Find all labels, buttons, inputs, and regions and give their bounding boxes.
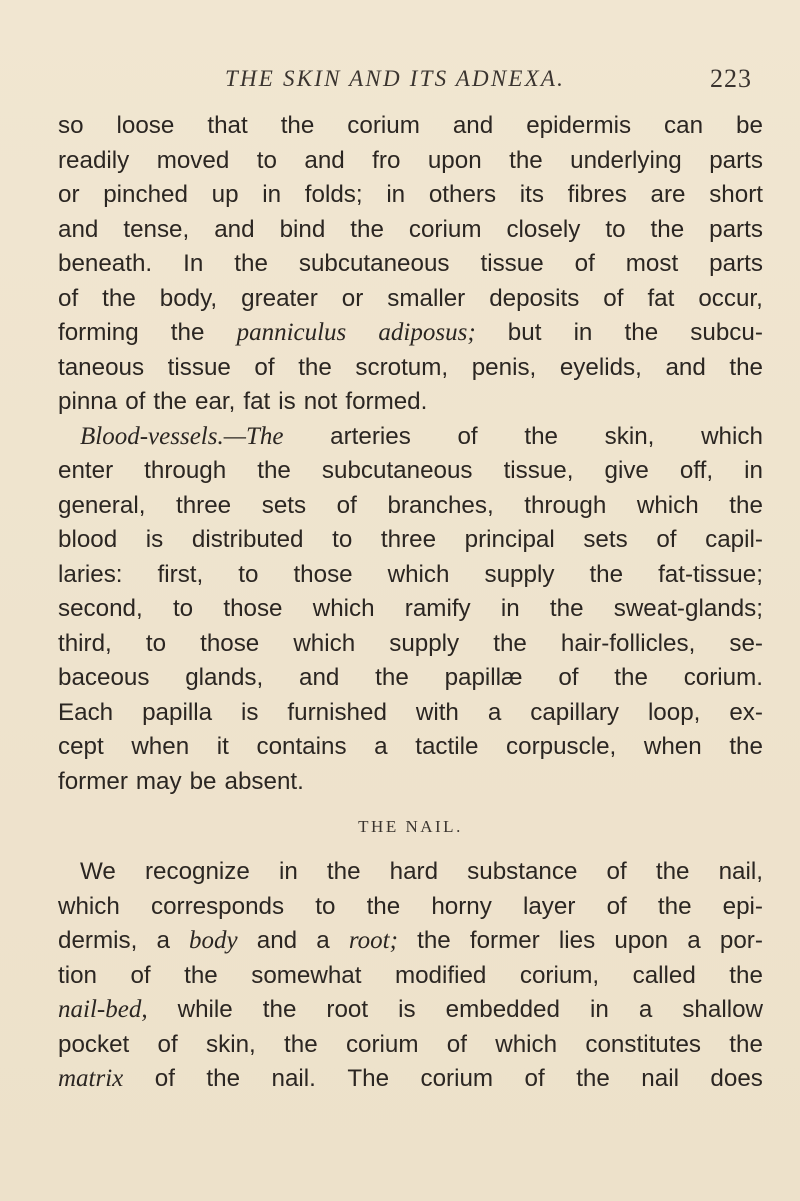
word: horny (431, 892, 492, 920)
word: the (729, 961, 763, 989)
word: or (58, 181, 80, 208)
word: fro (372, 146, 401, 174)
word: pinched (103, 181, 188, 208)
word: sweat-glands; (613, 595, 763, 622)
word: corium, (519, 961, 600, 989)
word: corium (347, 112, 420, 139)
text-line (58, 1062, 763, 1097)
word: upon (614, 927, 669, 954)
word: furnished (287, 698, 387, 726)
word: pocket (58, 1030, 130, 1058)
word: the (257, 457, 291, 484)
word: others (428, 181, 497, 208)
word: which (312, 595, 375, 622)
word: panniculus (236, 319, 347, 346)
word: the (350, 215, 384, 243)
word: to (145, 629, 167, 657)
word: not (303, 388, 338, 415)
word: tissue (167, 353, 231, 381)
word: body (189, 927, 238, 954)
word: a (487, 698, 502, 726)
word: The (347, 1065, 390, 1092)
word: shallow (682, 996, 763, 1023)
word: of (157, 1030, 178, 1058)
text-line (58, 489, 763, 524)
word: tactile (415, 733, 479, 760)
word: with (415, 698, 459, 726)
word: corium. (683, 664, 763, 691)
word: in (500, 595, 520, 622)
word: corium (408, 215, 482, 243)
word: layer (522, 892, 576, 920)
word: epi- (722, 892, 763, 920)
word: when (131, 733, 190, 760)
word: subcutaneous (298, 250, 450, 277)
word: bind (279, 215, 326, 243)
word: can (664, 112, 704, 139)
word: third, (58, 629, 112, 657)
text-line (58, 385, 763, 420)
word: up (211, 181, 239, 208)
word: off, (679, 457, 714, 484)
word: and (452, 112, 494, 139)
word: of (130, 961, 151, 989)
word: upon (427, 146, 482, 174)
word: nail, (718, 858, 763, 885)
word: and (256, 927, 298, 954)
word: substance (467, 858, 578, 885)
word: of (558, 664, 579, 691)
word: of (446, 1030, 467, 1058)
text-line (58, 730, 763, 765)
text-line (58, 109, 763, 144)
word: through (144, 457, 227, 484)
word: We (80, 858, 116, 885)
text-line (58, 282, 763, 317)
word: glands, (185, 664, 264, 691)
word: readily (58, 146, 130, 174)
word: the (206, 1065, 241, 1092)
word: underlying (570, 146, 682, 174)
word: is (278, 388, 296, 415)
word: por- (719, 927, 763, 954)
word: somewhat (251, 961, 362, 989)
word: to (315, 892, 336, 920)
word: three (380, 526, 437, 553)
word: of (58, 284, 79, 312)
word: the (280, 112, 315, 139)
word: dermis, (58, 927, 138, 954)
word: most (625, 250, 679, 277)
word: distributed (191, 526, 304, 553)
word: in (262, 181, 282, 208)
word: is (145, 526, 164, 553)
word: to (238, 560, 259, 588)
word: in (744, 457, 763, 484)
word: short (709, 181, 763, 208)
word: the (657, 892, 692, 920)
word: while (177, 996, 233, 1023)
word: that (207, 112, 248, 139)
word: baceous (58, 664, 150, 691)
word: the (262, 996, 297, 1023)
word: taneous (58, 353, 145, 381)
word: the (650, 215, 685, 243)
word: body, (159, 284, 218, 312)
word: beneath. (58, 250, 153, 277)
word: contains (256, 733, 347, 760)
word: may (135, 767, 182, 795)
word: loose (116, 112, 175, 139)
page-header (0, 60, 800, 100)
word: fat-tissue; (658, 560, 763, 588)
word: epidermis (526, 112, 632, 139)
word: so (58, 112, 84, 139)
word: but (507, 319, 542, 346)
word: its (519, 181, 544, 208)
word: subcu- (690, 319, 763, 346)
text-line (58, 420, 763, 455)
page-number: 223 (710, 64, 752, 93)
word: in (386, 181, 406, 208)
word: of (574, 250, 595, 277)
word: the (153, 388, 187, 415)
word: does (710, 1065, 763, 1092)
word: when (643, 733, 702, 760)
word: which (495, 1030, 558, 1058)
word: enter (58, 457, 114, 484)
word: nail-bed, (58, 996, 148, 1023)
text-line (58, 696, 763, 731)
word: parts (709, 250, 763, 277)
word: tissue, (503, 457, 574, 484)
word: and (58, 215, 99, 243)
word: fat (243, 388, 271, 415)
word: loop, (647, 698, 701, 726)
word: nail. (271, 1065, 316, 1092)
word: matrix (58, 1065, 124, 1092)
word: a (687, 927, 701, 954)
word: the (729, 733, 763, 760)
text-line (58, 592, 763, 627)
word: occur, (698, 284, 763, 312)
word: corpuscle, (506, 733, 617, 760)
word: corium (420, 1065, 494, 1092)
word: the (366, 892, 401, 920)
word: of (656, 526, 677, 553)
word: the (234, 250, 268, 277)
text-line (58, 316, 763, 351)
word: is (240, 698, 259, 726)
text-line (58, 627, 763, 662)
word: a (374, 733, 388, 760)
word: which (387, 560, 450, 588)
word: of (336, 491, 357, 519)
word: second, (58, 595, 143, 622)
word: to (605, 215, 626, 243)
word: ramify (404, 595, 471, 622)
word: closely (506, 215, 581, 243)
word: which (293, 629, 356, 657)
word: Each (58, 698, 114, 726)
word: the (576, 1065, 610, 1092)
word: corresponds (150, 892, 285, 920)
word: parts (709, 215, 763, 243)
word: blood (58, 526, 118, 553)
word: give (604, 457, 649, 484)
word: to (332, 526, 353, 553)
word: the (655, 858, 690, 885)
word: the (326, 858, 361, 885)
word: se- (729, 629, 763, 657)
word: of (254, 353, 275, 381)
word: and (299, 664, 340, 691)
word: former (469, 927, 540, 954)
word: modified (394, 961, 487, 989)
text-line (58, 959, 763, 994)
word: called (632, 961, 696, 989)
word: and (304, 146, 345, 174)
word: subcutaneous (321, 457, 473, 484)
word: supply (389, 629, 460, 657)
word: ear, (195, 388, 236, 415)
word: those (293, 560, 353, 588)
word: the (524, 422, 558, 450)
word: absent. (224, 767, 304, 795)
text-line (58, 558, 763, 593)
word: formed. (345, 388, 428, 415)
word: root (326, 996, 369, 1023)
word: which (636, 491, 699, 519)
word: constitutes (585, 1030, 702, 1058)
word: and (665, 353, 706, 381)
word: three (176, 491, 232, 519)
word: recognize (144, 858, 250, 885)
word: the (509, 146, 543, 174)
text-line (58, 454, 763, 489)
word: In (183, 250, 204, 277)
word: the (170, 319, 205, 346)
word: adiposus; (378, 319, 476, 346)
word: greater (241, 284, 318, 312)
word: penis, (471, 353, 537, 381)
running-title: THE SKIN AND ITS ADNEXA. (225, 66, 566, 91)
word: eyelids, (559, 353, 642, 381)
word: the (614, 664, 648, 691)
section-heading: THE NAIL. (358, 817, 463, 836)
text-line (58, 144, 763, 179)
word: general, (58, 491, 146, 519)
word: tion (58, 961, 97, 989)
word: the (184, 961, 218, 989)
text-line (58, 765, 763, 800)
word: a (316, 927, 330, 954)
word: are (650, 181, 686, 208)
word: hard (389, 858, 439, 885)
word: lies (558, 927, 596, 954)
word: to (172, 595, 194, 622)
word: capil- (705, 526, 763, 553)
word: tissue (480, 250, 544, 277)
word: the (375, 664, 409, 691)
word: first, (157, 560, 204, 588)
word: in (573, 319, 593, 346)
text-line (58, 213, 763, 248)
word: or (341, 284, 364, 312)
text-line (58, 661, 763, 696)
text-line (58, 178, 763, 213)
word: arteries (330, 422, 411, 450)
word: hair-follicles, (560, 629, 696, 657)
body-text (58, 109, 763, 1097)
text-line (58, 1028, 763, 1063)
word: the (624, 319, 659, 346)
word: of (603, 284, 624, 312)
word: tense, (123, 215, 190, 243)
word: cept (58, 733, 104, 760)
word: former (58, 767, 128, 795)
word: scrotum, (355, 353, 449, 381)
word: fibres (567, 181, 627, 208)
word: the (417, 927, 451, 954)
word: skin, (206, 1030, 256, 1058)
word: pinna (58, 388, 118, 415)
word: supply (484, 560, 555, 588)
word: the (729, 491, 763, 519)
word: deposits (489, 284, 580, 312)
text-line (58, 351, 763, 386)
word: smaller (387, 284, 466, 312)
word: to (256, 146, 277, 174)
word: parts (709, 146, 763, 174)
word: forming (58, 319, 139, 346)
word: the (549, 595, 584, 622)
word: the (589, 560, 624, 588)
word: of (524, 1065, 545, 1092)
word: the (102, 284, 136, 312)
word: the (298, 353, 332, 381)
word: skin, (604, 422, 655, 450)
word: nail (641, 1065, 679, 1092)
word: which (58, 892, 120, 920)
word: through (524, 491, 607, 519)
word: in (589, 996, 609, 1023)
word: ex- (729, 698, 763, 726)
word: a (638, 996, 653, 1023)
word: and (214, 215, 255, 243)
word: the (729, 353, 763, 381)
word: be (736, 112, 763, 139)
word: branches, (387, 491, 494, 519)
word: folds; (304, 181, 363, 208)
text-line (58, 247, 763, 282)
word: corium (345, 1030, 419, 1058)
word: root; (348, 927, 398, 954)
word: Blood-vessels.—The (80, 422, 284, 450)
word: the (493, 629, 527, 657)
word: principal (464, 526, 555, 553)
word: the (729, 1030, 763, 1058)
word: of (606, 858, 627, 885)
word: papillæ (444, 664, 523, 691)
word: of (457, 422, 478, 450)
word: it (216, 733, 229, 760)
word: fat (647, 284, 675, 312)
word: papilla (142, 698, 213, 726)
word: laries: (58, 560, 123, 588)
word: be (189, 767, 217, 795)
word: is (398, 996, 416, 1023)
word: of (154, 1065, 175, 1092)
word: those (223, 595, 283, 622)
word: those (200, 629, 260, 657)
word: embedded (445, 996, 560, 1023)
word: of (606, 892, 627, 920)
word: capillary (530, 698, 619, 726)
text-line (58, 890, 763, 925)
word: of (125, 388, 146, 415)
word: moved (156, 146, 230, 174)
word: sets (583, 526, 628, 553)
text-line (58, 924, 763, 959)
word: which (701, 422, 763, 450)
word: in (278, 858, 298, 885)
text-line (58, 523, 763, 558)
word: a (156, 927, 170, 954)
word: the (284, 1030, 318, 1058)
text-line (58, 855, 763, 890)
text-line (58, 993, 763, 1028)
word: sets (261, 491, 307, 519)
